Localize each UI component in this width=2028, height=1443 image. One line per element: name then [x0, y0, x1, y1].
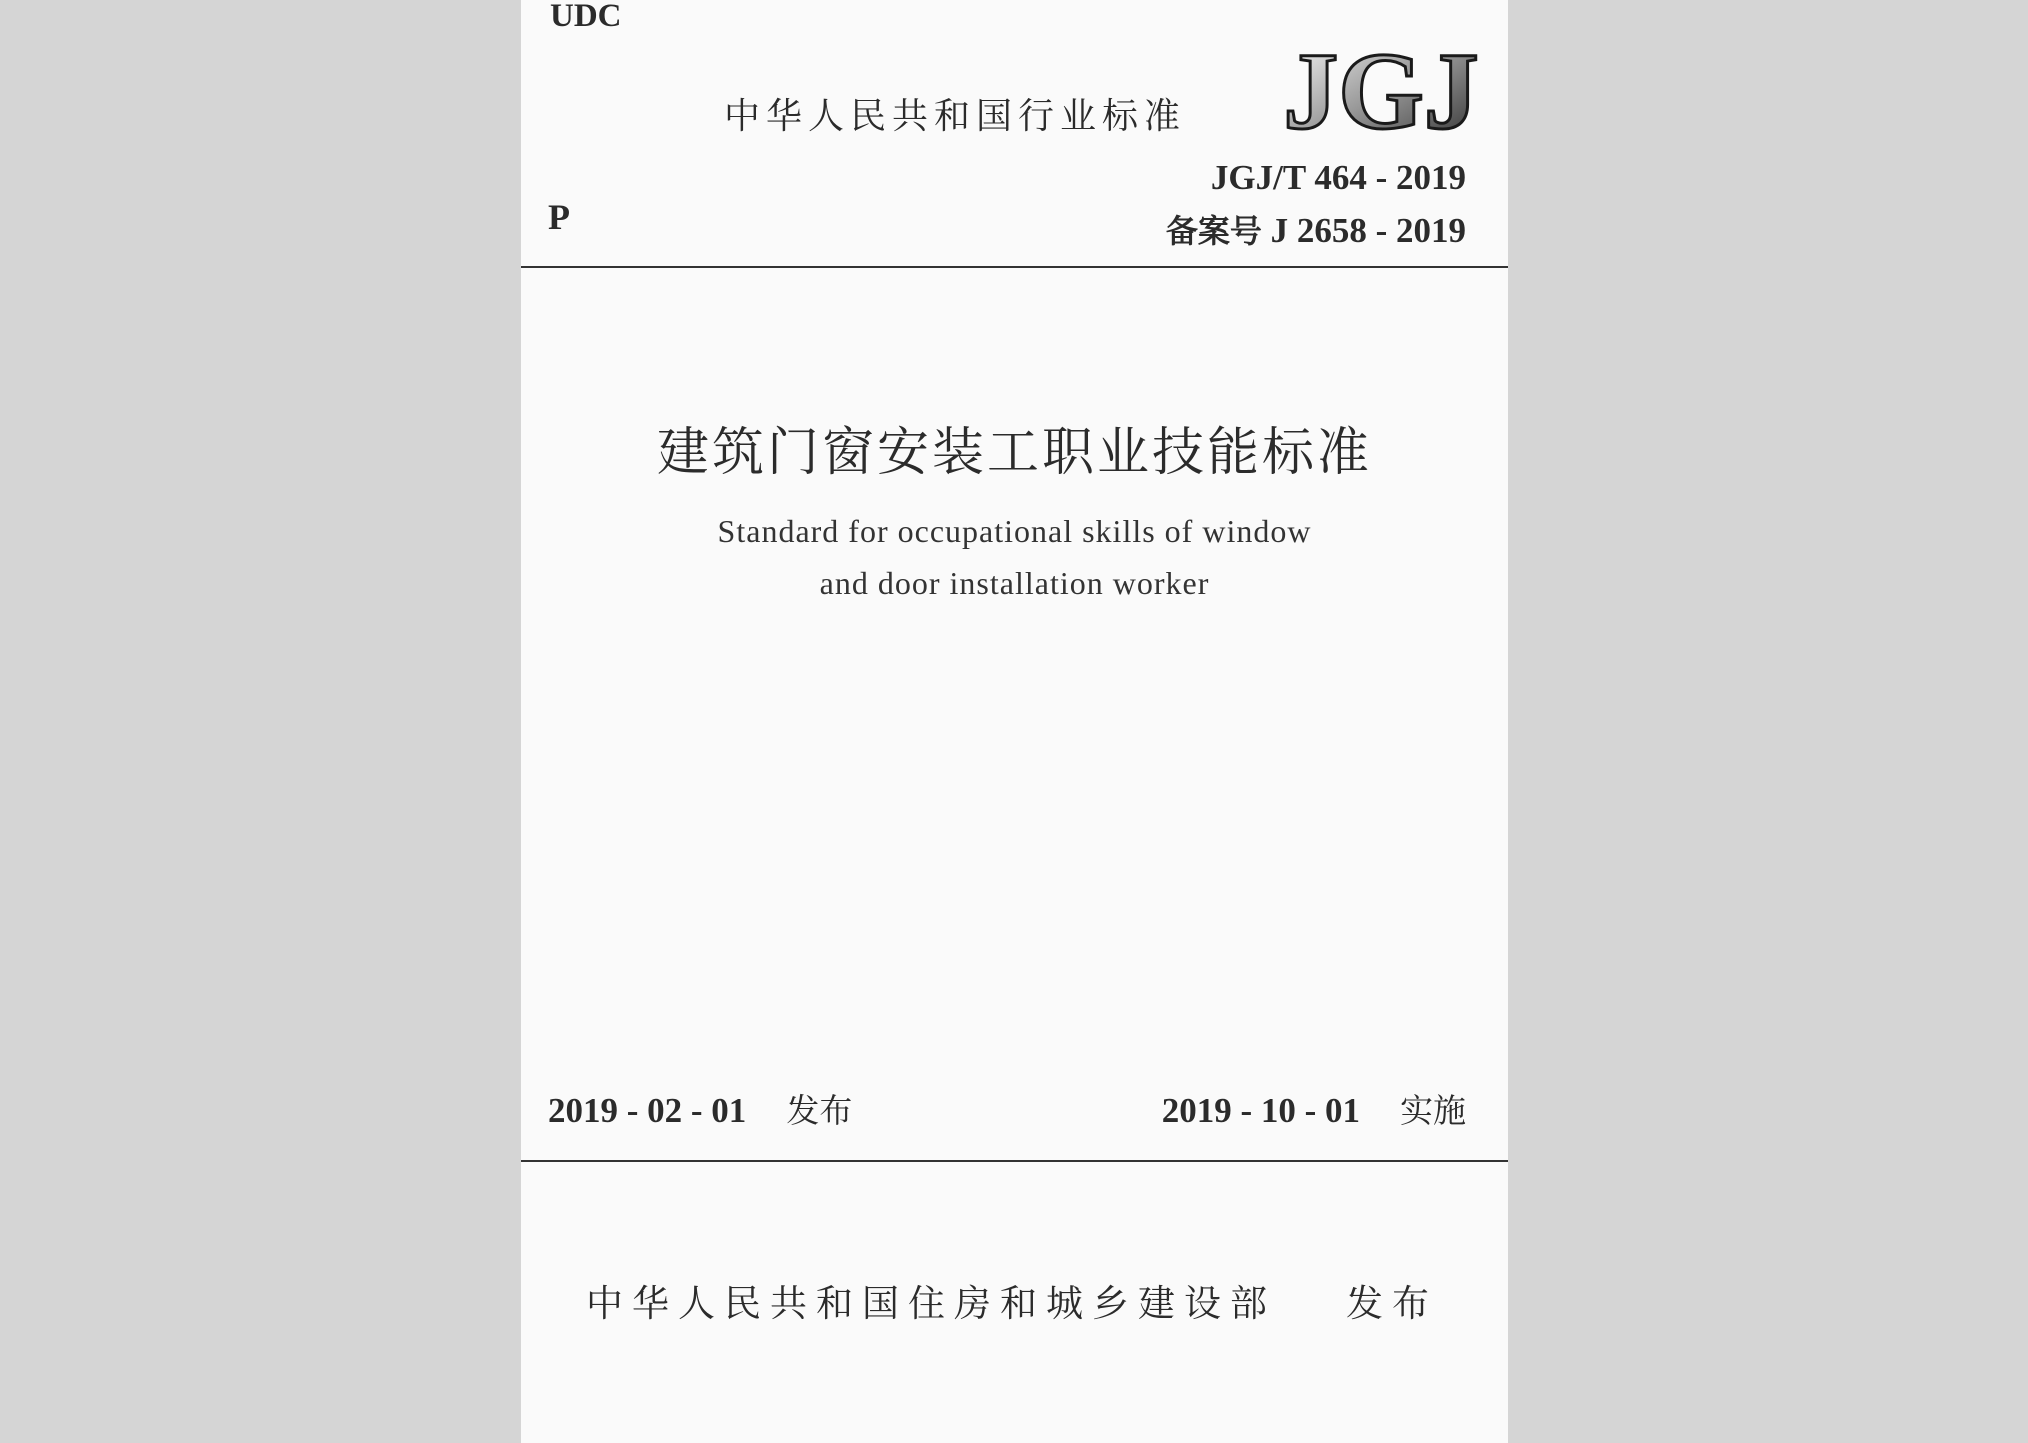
issuing-action: 发布 — [1346, 1282, 1438, 1325]
udc-label: UDC — [550, 0, 622, 34]
top-divider — [521, 266, 1508, 268]
publish-date-block — [548, 1085, 852, 1132]
filing-code: J 2658 - 2019 — [1270, 211, 1466, 250]
title-english — [521, 505, 1508, 609]
effective-label: 实施 — [1400, 1091, 1466, 1130]
filing-number — [1166, 206, 1466, 252]
title-chinese: 建筑门窗安装工职业技能标准 — [656, 423, 1372, 483]
title-english-line-2: and door installation worker — [819, 565, 1210, 601]
bottom-divider — [521, 1160, 1508, 1162]
issuing-authority: 中华人民共和国住房和城乡建设部 — [586, 1282, 1276, 1325]
publish-date: 2019 - 02 - 01 — [548, 1091, 747, 1130]
jgj-logo — [1281, 38, 1481, 138]
filing-prefix: 备案号 — [1165, 212, 1262, 250]
effective-date: 2019 - 10 - 01 — [1161, 1091, 1360, 1130]
standard-cover-page — [521, 0, 1508, 1443]
classification-letter: P — [548, 197, 570, 237]
jgj-logo-text: JGJ — [1283, 38, 1479, 138]
publish-label: 发布 — [786, 1091, 853, 1130]
standard-code: JGJ/T 464 - 2019 — [1210, 158, 1466, 197]
effective-date-block — [1162, 1085, 1466, 1132]
industry-standard-heading: 中华人民共和国行业标准 — [724, 96, 1187, 137]
title-english-line-1: Standard for occupational skills of window — [717, 513, 1312, 549]
